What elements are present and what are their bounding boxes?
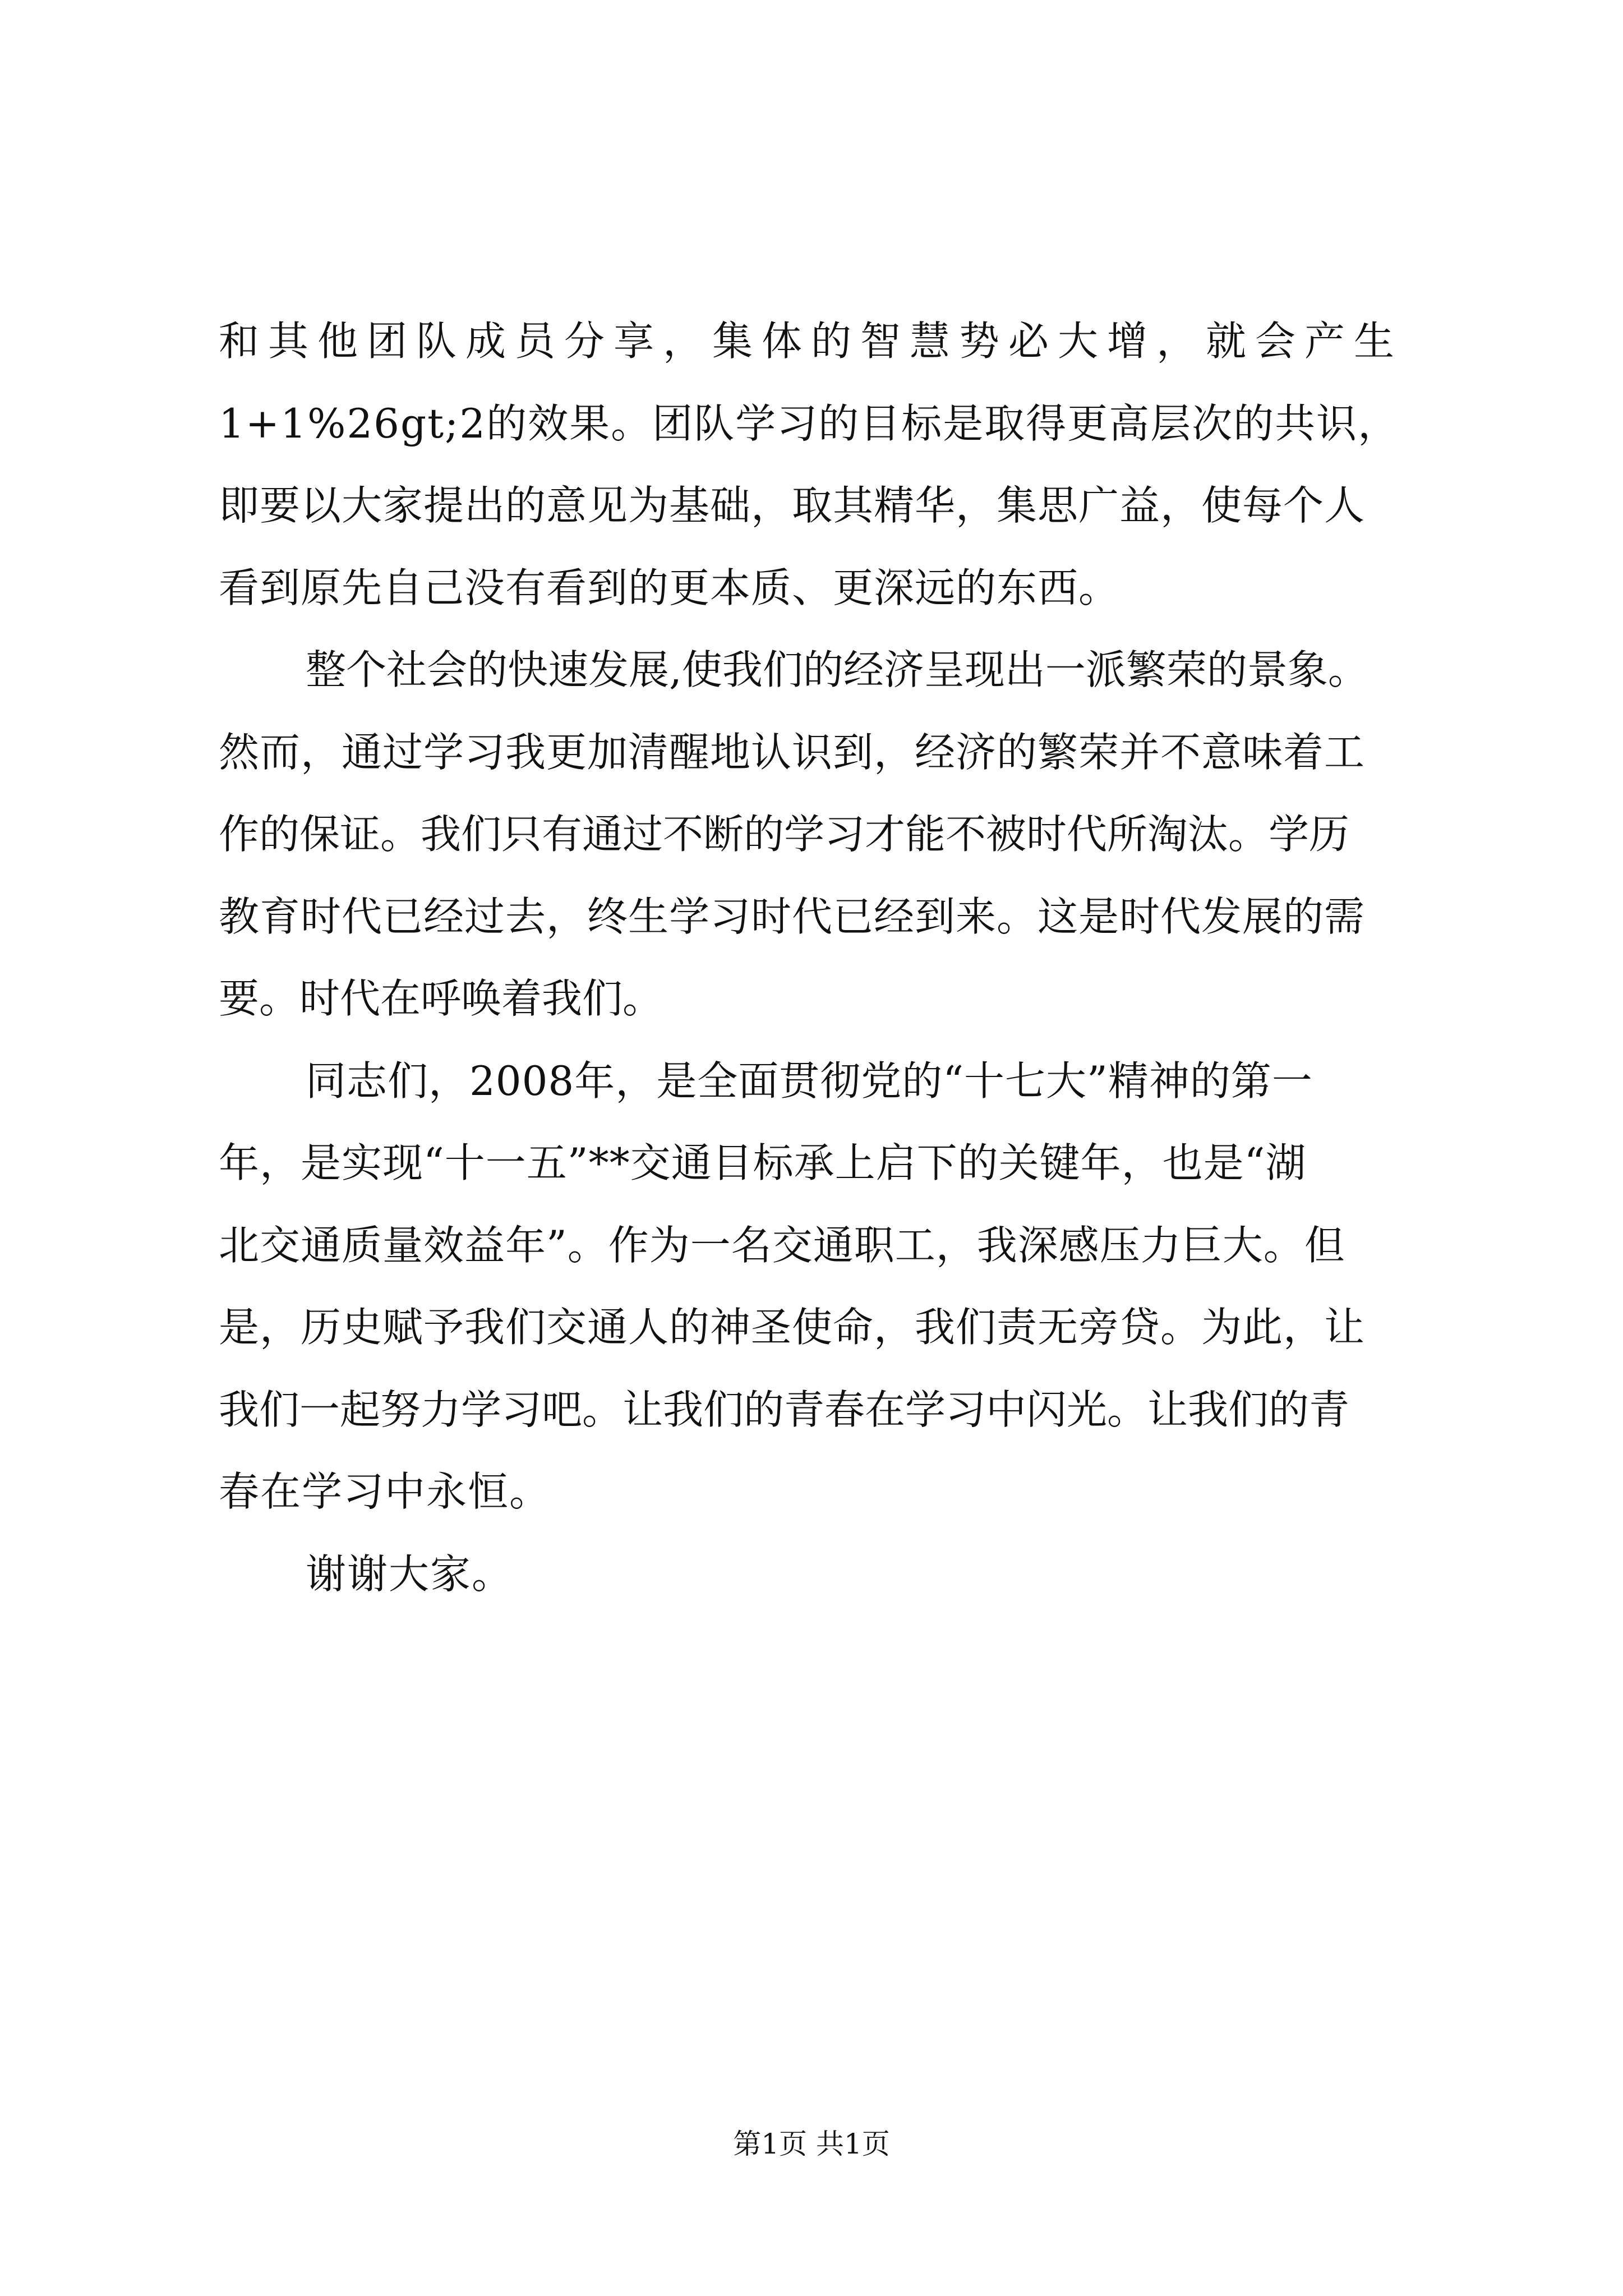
text-line: 即要以大家提出的意见为基础，取其精华，集思广益，使每个人 xyxy=(219,482,1366,529)
text-line: 和其他团队成员分享，集体的智慧势必大增，就会产生 xyxy=(219,318,1404,365)
text-line: 要。时代在呼唤着我们。 xyxy=(219,975,663,1022)
text-line: 看到原先自己没有看到的更本质、更深远的东西。 xyxy=(219,564,1120,611)
text-line: 北交通质量效益年”。作为一名交通职工，我深感压力巨大。但 xyxy=(219,1222,1345,1269)
text-line: 我们一起努力学习吧。让我们的青春在学习中闪光。让我们的青 xyxy=(219,1386,1350,1433)
text-line: 作的保证。我们只有通过不断的学习才能不被时代所淘汰。学历 xyxy=(219,811,1350,858)
text-line: 同志们，2008年，是全面贯彻党的“十七大”精神的第一 xyxy=(306,1057,1313,1105)
text-line: 1+1%26gt;2的效果。团队学习的目标是取得更高层次的共识， xyxy=(219,400,1400,447)
text-line: 教育时代已经过去，终生学习时代已经到来。这是时代发展的需 xyxy=(219,893,1366,940)
text-line: 是，历史赋予我们交通人的神圣使命，我们责无旁贷。为此，让 xyxy=(219,1304,1366,1351)
text-line: 谢谢大家。 xyxy=(306,1550,514,1598)
text-line: 春在学习中永恒。 xyxy=(219,1468,551,1515)
text-line: 然而，通过学习我更加清醒地认识到，经济的繁荣并不意味着工 xyxy=(219,729,1366,776)
text-line: 整个社会的快速发展,使我们的经济呈现出一派繁荣的景象。 xyxy=(306,646,1368,693)
page-number-footer: 第1页 共1页 xyxy=(733,2128,890,2160)
text-line: 年，是实现“十一五”**交通目标承上启下的关键年，也是“湖 xyxy=(219,1139,1307,1186)
